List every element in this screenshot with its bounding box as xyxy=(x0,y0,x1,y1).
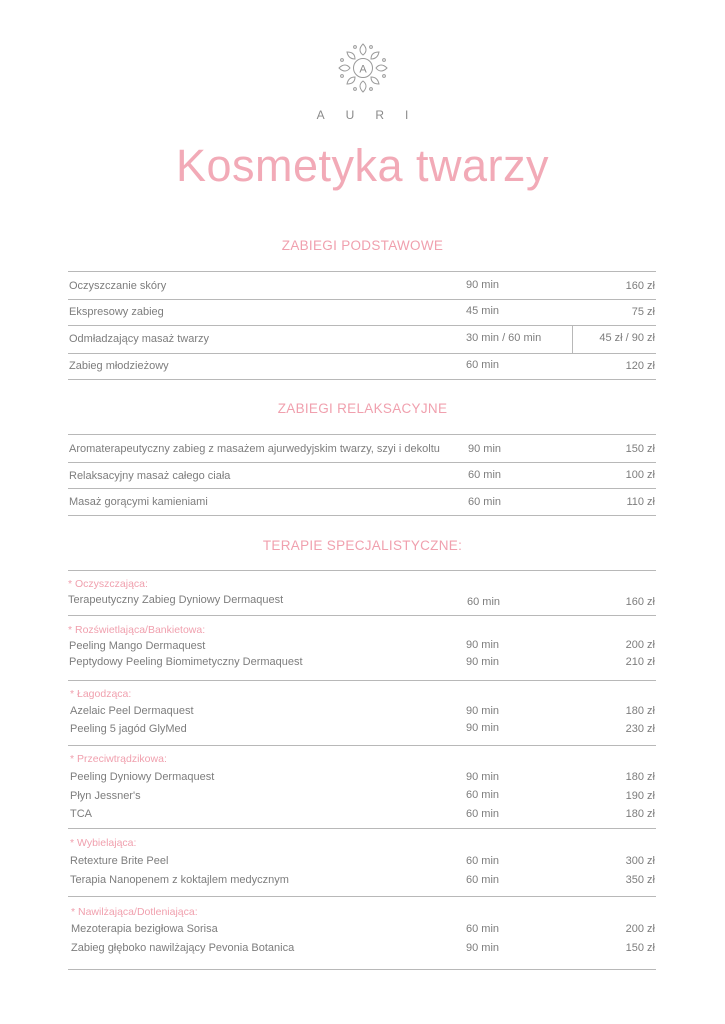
divider xyxy=(68,570,656,571)
service-price: 350 zł xyxy=(625,874,655,886)
service-duration: 60 min xyxy=(467,596,501,608)
service-price: 150 zł xyxy=(625,942,655,954)
service-name: Relaksacyjny masaż całego ciała xyxy=(69,470,231,482)
service-name: Zabieg młodzieżowy xyxy=(69,360,169,372)
service-price: 100 zł xyxy=(625,469,655,481)
service-duration: 60 min xyxy=(466,923,500,935)
service-name: Terapia Nanopenem z koktajlem medycznym xyxy=(70,874,289,886)
service-price: 150 zł xyxy=(625,443,655,455)
category-label: * Oczyszczająca: xyxy=(68,578,148,590)
service-price: 160 zł xyxy=(625,596,655,608)
divider xyxy=(68,515,656,516)
category-label: * Przeciwtrądzikowa: xyxy=(70,753,167,765)
service-name: Ekspresowy zabieg xyxy=(69,306,164,318)
divider xyxy=(68,271,656,272)
service-price: 120 zł xyxy=(625,360,655,372)
service-name: Mezoterapia bezigłowa Sorisa xyxy=(71,923,218,935)
service-price: 190 zł xyxy=(625,790,655,802)
service-duration: 90 min xyxy=(466,771,500,783)
service-price: 75 zł xyxy=(631,306,655,318)
service-duration: 60 min xyxy=(466,855,500,867)
divider xyxy=(68,434,656,435)
section-title-basic: ZABIEGI PODSTAWOWE xyxy=(281,238,444,253)
service-duration: 60 min xyxy=(468,496,502,508)
service-name: Aromaterapeutyczny zabieg z masażem ajurwedyjskim twarzy, szyi i dekoltu xyxy=(69,443,440,455)
divider xyxy=(68,680,656,681)
service-duration: 60 min xyxy=(468,469,502,481)
divider xyxy=(68,353,656,354)
brand-name: AURI xyxy=(316,108,430,122)
service-duration: 45 min xyxy=(466,305,500,317)
service-duration: 90 min xyxy=(466,722,500,734)
service-name: Odmładzający masaż twarzy xyxy=(69,333,209,345)
divider xyxy=(68,299,656,300)
service-name: Azelaic Peel Dermaquest xyxy=(70,705,194,717)
divider xyxy=(68,969,656,970)
service-price: 180 zł xyxy=(625,771,655,783)
service-duration: 60 min xyxy=(466,808,500,820)
service-duration: 90 min xyxy=(466,942,500,954)
service-duration: 90 min xyxy=(466,639,500,651)
service-price: 180 zł xyxy=(625,705,655,717)
service-price: 45 zł / 90 zł xyxy=(599,332,655,344)
category-label: * Łagodząca: xyxy=(70,688,132,700)
divider xyxy=(68,615,656,616)
service-price: 110 zł xyxy=(626,496,655,508)
service-duration: 90 min xyxy=(468,443,502,455)
service-name: Oczyszczanie skóry xyxy=(69,280,167,292)
divider xyxy=(68,745,656,746)
service-price: 200 zł xyxy=(625,639,655,651)
service-price: 200 zł xyxy=(625,923,655,935)
divider xyxy=(68,462,656,463)
category-label: * Nawilżająca/Dotleniająca: xyxy=(71,906,198,918)
section-title-relaxing: ZABIEGI RELAKSACYJNE xyxy=(277,401,448,416)
service-name: Peeling 5 jagód GlyMed xyxy=(70,723,187,735)
section-title-specialist: TERAPIE SPECJALISTYCZNE: xyxy=(262,538,463,553)
service-name: Peeling Mango Dermaquest xyxy=(69,640,206,652)
page-title: Kosmetyka twarzy xyxy=(175,140,550,191)
service-name: TCA xyxy=(70,808,92,820)
service-price: 180 zł xyxy=(625,808,655,820)
service-duration: 90 min xyxy=(466,705,500,717)
service-name: Płyn Jessner's xyxy=(70,790,141,802)
service-price: 210 zł xyxy=(625,656,655,668)
divider xyxy=(68,325,656,326)
service-name: Zabieg głęboko nawilżający Pevonia Botanica xyxy=(71,942,295,954)
service-price: 160 zł xyxy=(625,280,655,292)
service-duration: 60 min xyxy=(466,359,500,371)
divider xyxy=(68,896,656,897)
logo xyxy=(0,38,725,122)
service-price: 300 zł xyxy=(625,855,655,867)
column-separator xyxy=(572,326,573,353)
divider xyxy=(68,379,656,380)
service-name: Peptydowy Peeling Biomimetyczny Dermaquest xyxy=(69,656,303,668)
service-duration: 90 min xyxy=(466,656,500,668)
category-label: * Wybielająca: xyxy=(70,837,137,849)
category-label: * Rozświetlająca/Bankietowa: xyxy=(68,624,206,636)
service-name: Retexture Brite Peel xyxy=(70,855,169,867)
floral-emblem-icon xyxy=(333,38,393,98)
divider xyxy=(68,488,656,489)
service-duration: 90 min xyxy=(466,279,500,291)
service-price: 230 zł xyxy=(625,723,655,735)
service-name: Masaż gorącymi kamieniami xyxy=(69,496,208,508)
service-duration: 30 min / 60 min xyxy=(466,332,542,344)
divider xyxy=(68,828,656,829)
logo-letter: A xyxy=(358,63,367,76)
service-duration: 60 min xyxy=(466,789,500,801)
service-name: Peeling Dyniowy Dermaquest xyxy=(70,771,215,783)
service-name: Terapeutyczny Zabieg Dyniowy Dermaquest xyxy=(68,594,284,606)
service-duration: 60 min xyxy=(466,874,500,886)
